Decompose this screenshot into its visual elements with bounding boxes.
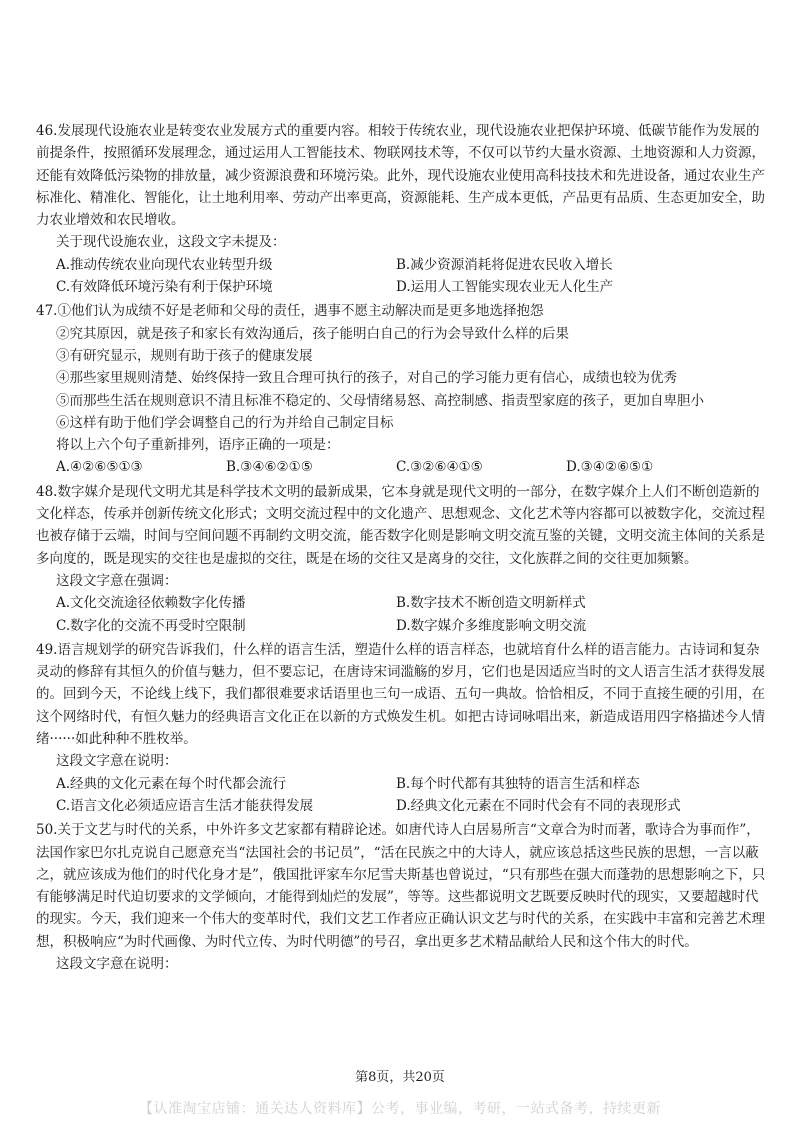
option-c[interactable]: C.数字化的交流不再受时空限制	[56, 617, 246, 634]
option-d[interactable]: D.数字媒介多维度影响文明交流	[396, 617, 587, 634]
watermark-text: 【认准淘宝店铺：通关达人资料库】公考，事业编，考研，一站式备考，持续更新	[139, 1101, 661, 1117]
option-b[interactable]: B.数字技术不断创造文明新样式	[396, 595, 586, 612]
question-prompt: 这段文字意在说明：	[56, 955, 178, 972]
question-stem: 48.数字媒介是现代文明尤其是科学技术文明的最新成果，它本身就是现代文明的一部分，在数字媒介上人们不断创造新的文化样态，传承并创新传统文化形式；文明交流过程中的文化遗产、思想观念、文化艺术等内容都可以被数字化，交流过程也被存储于云端，时间与空间问题不再制约文明交流，能否数字化则是影响文明交流互鉴的关键，文明交流主体间的关系是多向度的，既是现实的交往也是虚拟的交往，既是在场的交往又是离身的交往，文化族群之间的交往更加频繁。	[36, 483, 765, 567]
question-prompt: 关于现代设施农业，这段文字未提及：	[56, 234, 286, 251]
sentence-4: ④那些家里规则清楚、始终保持一致且合理可执行的孩子，对自己的学习能力更有信心，成绩也较为优秀	[56, 370, 677, 387]
option-b[interactable]: B.每个时代都有其独特的语言生活和样态	[396, 775, 640, 792]
options	[36, 254, 766, 299]
option-a[interactable]: A.推动传统农业向现代农业转型升级	[56, 256, 273, 273]
option-a[interactable]: A.④②⑥⑤①③	[56, 459, 143, 476]
question-48	[36, 481, 766, 637]
option-c[interactable]: C.有效降低环境污染有利于保护环境	[56, 279, 273, 296]
option-d[interactable]: D.③④②⑥⑤①	[566, 459, 654, 476]
question-prompt: 这段文字意在强调：	[56, 572, 178, 589]
option-a[interactable]: A.文化交流途径依赖数字化传播	[56, 595, 246, 612]
sentence-5: ⑤而那些生活在规则意识不清且标准不稳定的、父母情绪易怒、高控制感、指责型家庭的孩子，更加自卑胆小	[56, 392, 704, 409]
option-c[interactable]: C.语言文化必须适应语言生活才能获得发展	[56, 797, 314, 814]
options	[36, 592, 766, 637]
question-prompt: 将以上六个句子重新排列，语序正确的一项是：	[56, 437, 340, 454]
sentence-3: ③有研究显示，规则有助于孩子的健康发展	[56, 347, 313, 364]
option-b[interactable]: B.③④⑥②①⑤	[226, 459, 313, 476]
option-d[interactable]: D.运用人工智能实现农业无人化生产	[396, 279, 614, 296]
question-stem: 49.语言规划学的研究告诉我们，什么样的语言生活，塑造什么样的语言样态，也就培育什么样的语言能力。古诗词和复杂灵动的修辞有其恒久的价值与魅力，但不要忘记，在唐诗宋词滥觞的岁月，它们也是因适应当时的文人语言生活才获得发展的。回到今天，不论线上线下，我们都很难要求话语里也三句一成语、五句一典故。恰恰相反，不同于直接生硬的引用，在这个网络时代，有恒久魅力的经典语言文化正在以新的方式焕发生机。如把古诗词咏唱出来，新造成语用四字格描述今人情绪······如此种种不胜枚举。	[36, 641, 765, 748]
question-46	[36, 120, 766, 298]
page-number: 第8页，共20页	[355, 1070, 445, 1085]
question-47	[36, 300, 766, 478]
question-prompt: 这段文字意在说明：	[56, 753, 178, 770]
question-50	[36, 819, 766, 975]
question-content	[36, 120, 766, 975]
question-stem: 50.关于文艺与时代的关系，中外许多文艺家都有精辟论述。如唐代诗人白居易所言“文章合为时而著，歌诗合为事而作”，法国作家巴尔扎克说自己愿意充当“法国社会的书记员”，“活在民族之中的大诗人，就应该总括这些民族的思想，一言以蔽之，就应该成为他们的时代化身才是”，俄国批评家车尔尼雪夫斯基也曾说过，“只有那些在强大而蓬勃的思想影响之下，只有能够满足时代迫切要求的文学倾向，才能得到灿烂的发展”，等等。这些都说明文艺既要反映时代的现实，又要超越时代的现实。今天，我们迎来一个伟大的变革时代，我们文艺工作者应正确认识文艺与时代的关系，在实践中丰富和完善艺术理想，积极响应“为时代画像、为时代立传、为时代明德”的号召，拿出更多艺术精品献给人民和这个伟大的时代。	[36, 822, 766, 950]
sentence-6: ⑥这样有助于他们学会调整自己的行为并给自己制定目标	[56, 414, 394, 431]
sentence-2: ②究其原因，就是孩子和家长有效沟通后，孩子能明白自己的行为会导致什么样的后果	[56, 325, 569, 342]
question-stem: 46.发展现代设施农业是转变农业发展方式的重要内容。相较于传统农业，现代设施农业把保护环境、低碳节能作为发展的前提条件，按照循环发展理念，通过运用人工智能技术、物联网技术等，不仅可以节约大量水资源、土地资源和人力资源，还能有效降低污染物的排放量，减少资源浪费和环境污染。此外，现代设施农业使用高科技技术和先进设备，通过农业生产标准化、精准化、智能化，让土地利用率、劳动产出率更高，资源能耗、生产成本更低，产品更有品质、生态更加安全，助力农业增效和农民增收。	[36, 123, 765, 229]
option-c[interactable]: C.③②⑥④①⑤	[396, 459, 483, 476]
option-d[interactable]: D.经典文化元素在不同时代会有不同的表现形式	[396, 797, 681, 814]
options	[36, 773, 766, 818]
options	[36, 456, 766, 478]
option-a[interactable]: A.经典的文化元素在每个时代都会流行	[56, 775, 287, 792]
question-49	[36, 639, 766, 817]
sentence-1: 47.①他们认为成绩不好是老师和父母的责任，遇事不愿主动解决而是更多地选择抱怨	[36, 303, 544, 320]
option-b[interactable]: B.减少资源消耗将促进农民收入增长	[396, 256, 613, 273]
